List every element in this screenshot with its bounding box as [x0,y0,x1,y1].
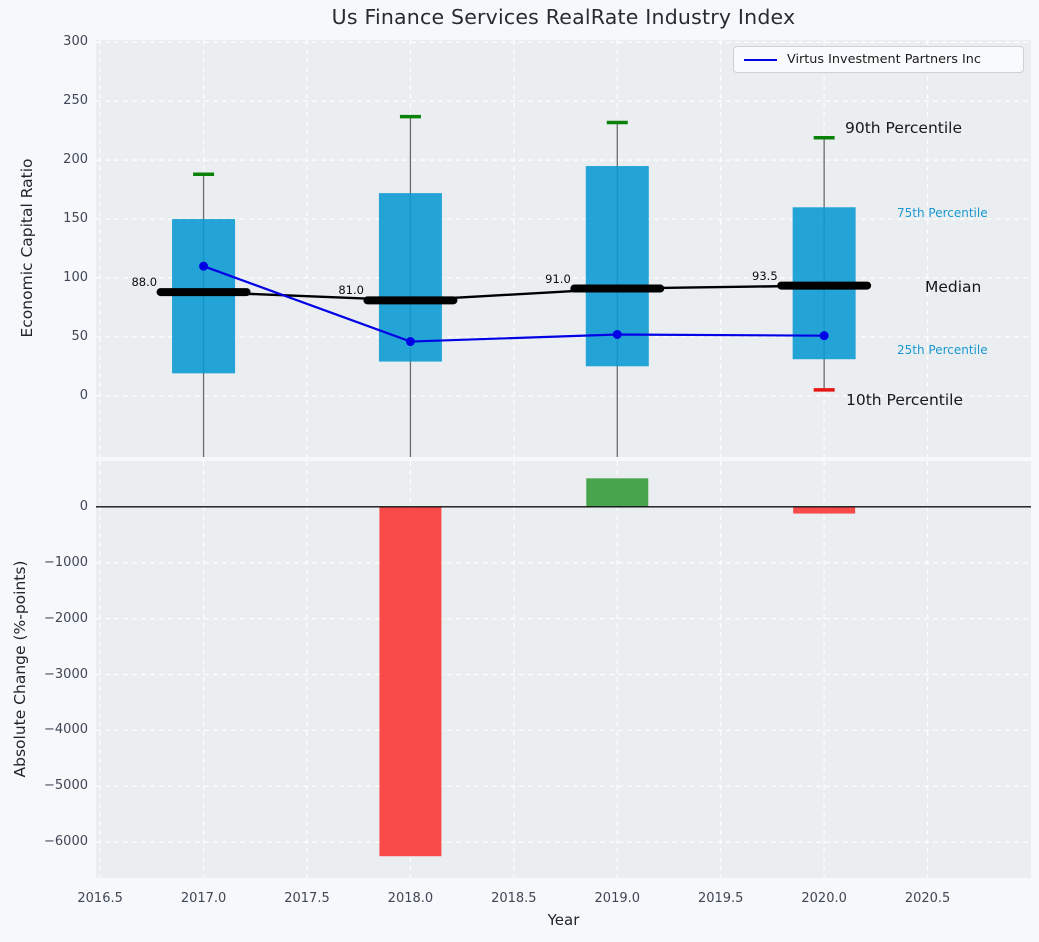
bottom-y-tick-label: −5000 [44,778,88,794]
annotation-75th-percentile: 75th Percentile [897,206,988,220]
x-tick-label: 2020.5 [904,891,951,906]
bottom-y-tick-label: −4000 [44,722,88,738]
top-y-axis-label: Economic Capital Ratio [18,158,36,338]
legend-label: Virtus Investment Partners Inc [787,52,981,67]
top-y-tick-label: 100 [63,269,88,285]
annotation-median: Median [925,278,982,296]
median-value-label-2020: 93.5 [752,268,778,283]
x-tick-label: 2016.5 [77,891,123,906]
annotation-10th-percentile: 10th Percentile [846,391,964,409]
top-y-tick-label: 50 [71,328,88,344]
x-tick-label: 2019.5 [697,891,744,906]
top-y-tick-label: 200 [63,152,88,168]
legend [733,46,1024,73]
x-tick-label: 2017.0 [180,891,227,906]
x-tick-label: 2018.5 [491,891,537,906]
x-tick-label: 2019.0 [594,891,641,906]
bottom-y-axis-label: Absolute Change (%-points) [11,560,29,778]
top-y-tick-label: 300 [63,34,88,50]
bottom-y-tick-label: −6000 [44,834,88,850]
top-y-tick-label: 150 [63,211,88,227]
annotation-25th-percentile: 25th Percentile [897,343,988,357]
top-y-tick-label: 250 [63,93,88,109]
bottom-y-tick-label: −1000 [44,554,88,570]
annotation-90th-percentile: 90th Percentile [845,119,963,137]
bottom-y-tick-label: −3000 [44,666,88,682]
bottom-y-tick-label: −2000 [44,610,88,626]
bottom-y-tick-label: 0 [79,498,88,514]
top-y-tick-label: 0 [79,387,88,403]
x-tick-label: 2017.5 [284,891,330,906]
median-value-label-2019: 91.0 [545,271,571,286]
x-tick-label: 2020.0 [801,891,847,906]
x-tick-label: 2018.0 [387,891,434,906]
median-value-label-2018: 81.0 [338,283,364,298]
median-value-label-2017: 88.0 [131,275,158,290]
legend-line-sample [744,59,777,61]
bottom-plot-area [96,461,1031,878]
chart-title: Us Finance Services RealRate Industry Index [331,5,796,29]
x-axis-label: Year [547,911,580,929]
